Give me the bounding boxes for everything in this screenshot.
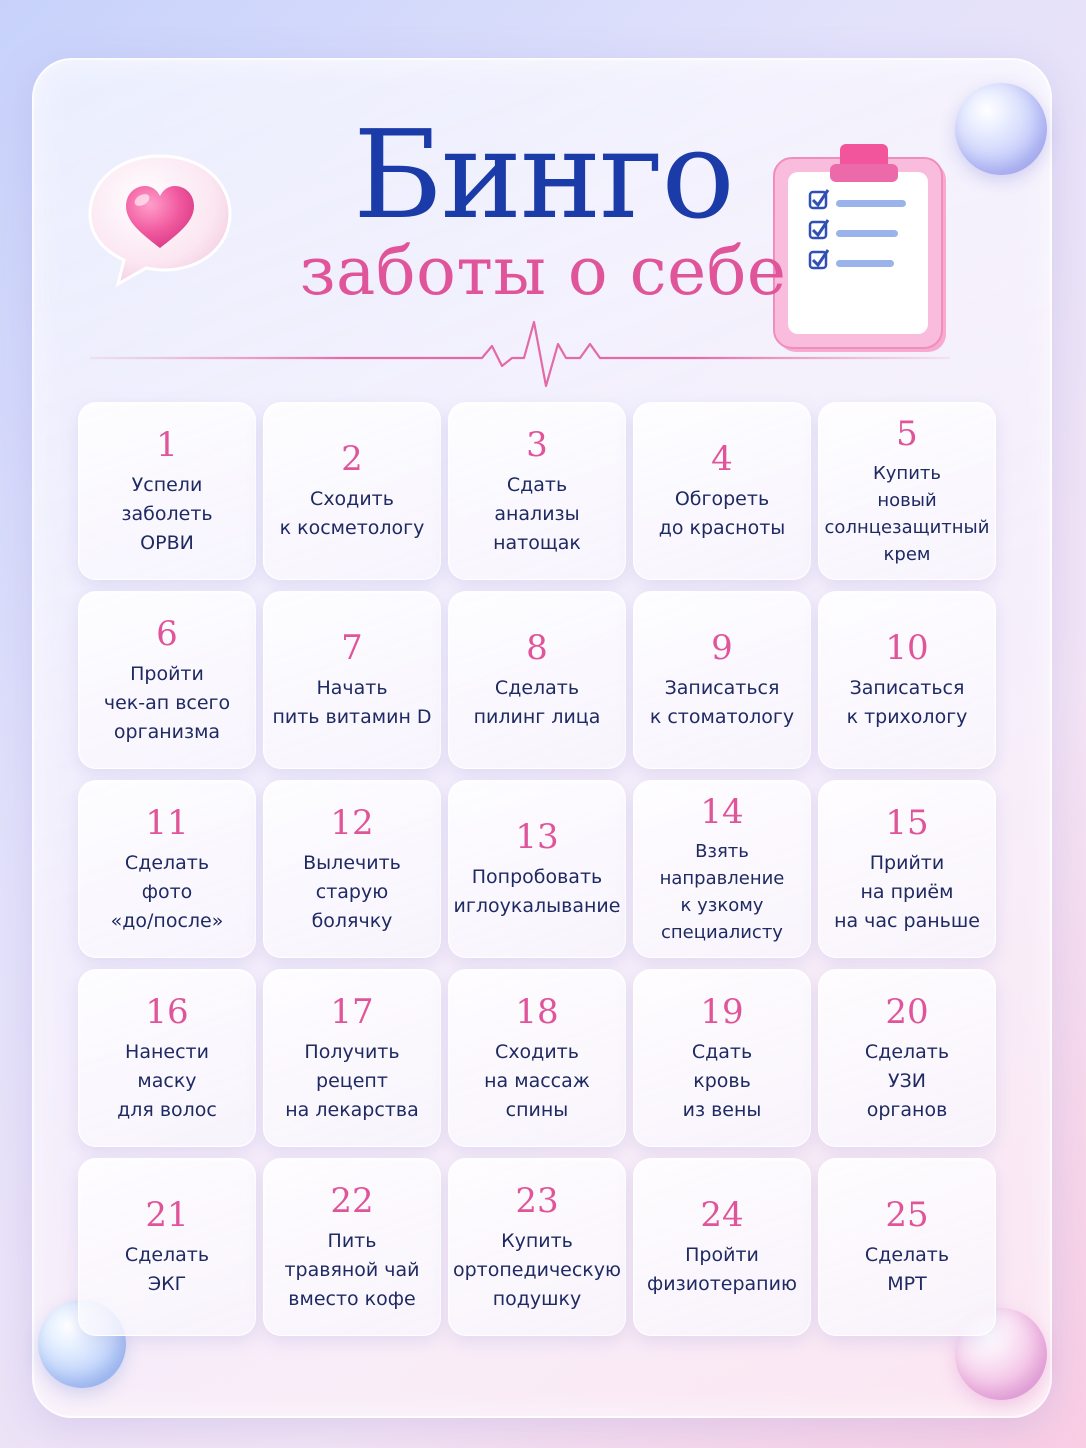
heartbeat-divider (90, 318, 950, 390)
cell-text: Сходить на массаж спины (484, 1040, 590, 1121)
cell-number: 24 (700, 1195, 744, 1235)
cell-text: Сделать УЗИ органов (864, 1040, 950, 1121)
cell-number: 12 (330, 802, 374, 843)
bingo-cell[interactable] (818, 780, 996, 958)
cell-text: Прийти на приём на час раньше (834, 851, 980, 932)
cell-text: Попробовать иглоукалывание (453, 866, 621, 917)
cell-number: 20 (885, 991, 929, 1032)
bingo-cell[interactable] (448, 969, 626, 1147)
bingo-cell[interactable] (818, 969, 996, 1147)
cell-number: 25 (885, 1195, 929, 1235)
cell-number: 9 (711, 628, 733, 668)
cell-number: 11 (145, 802, 189, 843)
cell-text: Вылечить старую болячку (303, 851, 401, 932)
bingo-grid (78, 402, 996, 1336)
cell-text: Взять направление к узкому специалисту (659, 841, 785, 943)
cell-number: 13 (515, 817, 559, 857)
cell-text: Сдать анализы натощак (493, 473, 581, 554)
cell-number: 19 (700, 991, 744, 1032)
bingo-cell[interactable] (78, 969, 256, 1147)
bingo-cell[interactable] (263, 969, 441, 1147)
cell-text: Сделать МРТ (864, 1244, 950, 1295)
cell-text: Начать пить витамин D (272, 677, 432, 728)
cell-text: Записаться к трихологу (846, 677, 968, 728)
bingo-cell[interactable] (263, 1158, 441, 1336)
bingo-cell[interactable] (448, 591, 626, 769)
bingo-cell[interactable] (448, 1158, 626, 1336)
bingo-cell[interactable] (633, 402, 811, 580)
bingo-cell[interactable] (263, 402, 441, 580)
cell-text: Пройти физиотерапию (647, 1244, 797, 1295)
cell-text: Пить травяной чай вместо кофе (284, 1229, 420, 1310)
cell-number: 17 (330, 991, 374, 1032)
cell-text: Пройти чек-ап всего организма (103, 662, 231, 743)
bingo-cell[interactable] (633, 969, 811, 1147)
cell-number: 2 (341, 439, 363, 479)
cell-number: 7 (341, 628, 363, 668)
cell-number: 21 (145, 1195, 189, 1235)
bingo-cell[interactable] (633, 591, 811, 769)
cell-text: Записаться к стоматологу (649, 677, 795, 728)
bingo-cell[interactable] (818, 402, 996, 580)
cell-number: 1 (156, 424, 178, 465)
bingo-cell[interactable] (78, 780, 256, 958)
page-title: Бинго (353, 104, 733, 246)
page-subtitle: заботы о себе (299, 233, 787, 310)
cell-number: 18 (515, 991, 559, 1032)
cell-number: 3 (526, 424, 548, 465)
bingo-cell[interactable] (78, 591, 256, 769)
cell-text: Купить новый солнцезащитный крем (824, 463, 990, 565)
cell-text: Успели заболеть ОРВИ (121, 473, 213, 554)
bingo-cell[interactable] (78, 402, 256, 580)
cell-text: Сделать ЭКГ (124, 1244, 210, 1295)
cell-number: 5 (896, 414, 918, 454)
cell-number: 10 (885, 628, 929, 668)
bingo-cell[interactable] (263, 780, 441, 958)
cell-number: 16 (145, 991, 189, 1032)
cell-number: 22 (330, 1180, 374, 1221)
bingo-cell[interactable] (818, 591, 996, 769)
bingo-cell[interactable] (448, 780, 626, 958)
cell-text: Получить рецепт на лекарства (285, 1040, 419, 1121)
cell-number: 8 (526, 628, 548, 668)
cell-text: Сходить к косметологу (279, 488, 425, 539)
bingo-cell[interactable] (633, 1158, 811, 1336)
cell-number: 23 (515, 1180, 559, 1221)
cell-text: Обгореть до красноты (658, 488, 786, 539)
bingo-cell[interactable] (78, 1158, 256, 1336)
bingo-cell[interactable] (263, 591, 441, 769)
cell-text: Сделать фото «до/после» (110, 851, 224, 932)
cell-number: 15 (885, 802, 929, 843)
bingo-cell[interactable] (633, 780, 811, 958)
cell-text: Сделать пилинг лица (473, 677, 601, 728)
cell-text: Сдать кровь из вены (682, 1040, 762, 1121)
cell-number: 6 (156, 613, 178, 654)
cell-number: 14 (700, 792, 744, 832)
bingo-cell[interactable] (818, 1158, 996, 1336)
cell-text: Нанести маску для волос (117, 1040, 217, 1121)
bingo-cell[interactable] (448, 402, 626, 580)
cell-number: 4 (711, 439, 733, 479)
cell-text: Купить ортопедическую подушку (452, 1229, 622, 1310)
